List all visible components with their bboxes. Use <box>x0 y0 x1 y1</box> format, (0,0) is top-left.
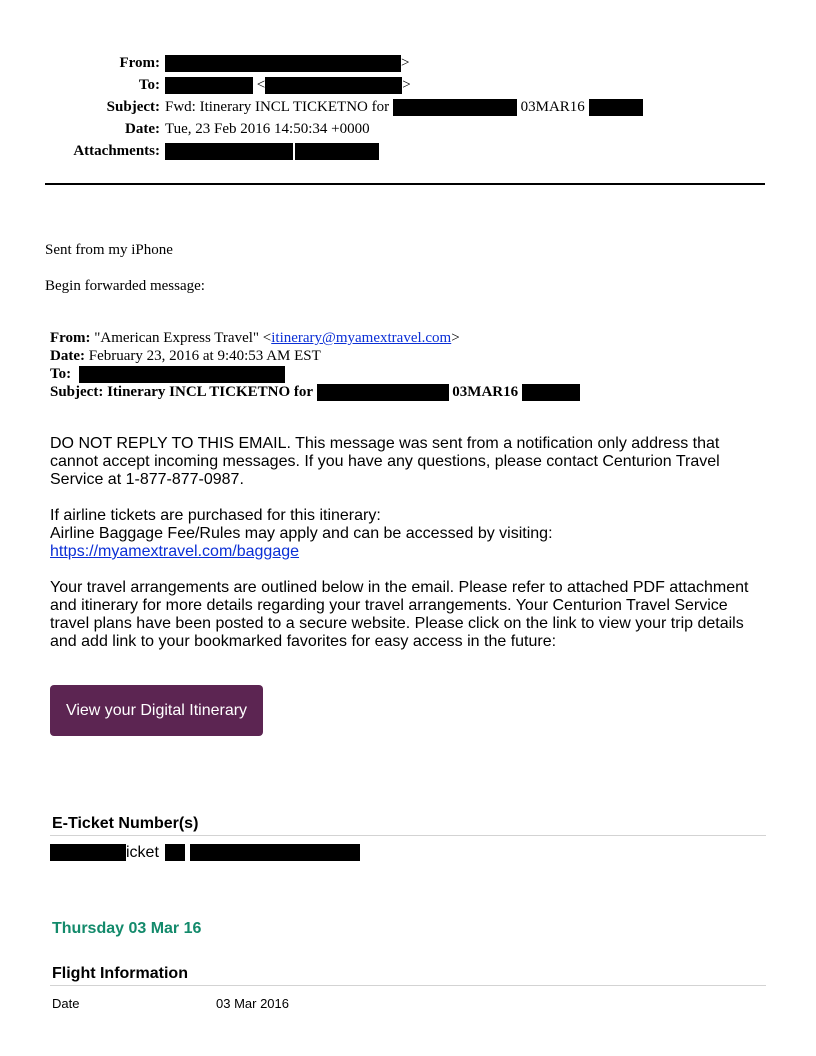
redaction <box>50 844 126 861</box>
fwd-from-row <box>50 329 460 347</box>
notice-line: Service at 1-877-877-0987. <box>50 471 244 488</box>
fwd-to-row <box>50 365 285 383</box>
notice-line: cannot accept incoming messages. If you have any questions, please contact Centurion Travel <box>50 453 720 470</box>
subject-label: Subject: <box>106 99 160 115</box>
arrangements-line: and itinerary for more details regarding your travel arrangements. Your Centurion Travel Service <box>50 597 728 614</box>
eticket-row <box>50 844 360 862</box>
flight-info-title: Flight Information <box>52 965 188 982</box>
flight-info-divider <box>50 985 766 986</box>
to-value: < > <box>165 76 411 94</box>
redaction <box>165 844 185 861</box>
begin-forwarded-text: Begin forwarded message: <box>45 278 205 294</box>
baggage-line: If airline tickets are purchased for this itinerary: <box>50 507 381 524</box>
eticket-divider <box>50 835 766 836</box>
attachments-label: Attachments: <box>73 143 160 159</box>
fwd-from-suffix: > <box>451 330 460 346</box>
notice-paragraph <box>50 435 770 489</box>
flight-date-label: Date <box>52 996 80 1011</box>
flight-date-value: 03 Mar 2016 <box>216 996 289 1011</box>
fwd-date-value: February 23, 2016 at 9:40:53 AM EST <box>88 348 321 364</box>
fwd-from-email-link[interactable]: itinerary@myamextravel.com <box>271 330 452 346</box>
notice-line: DO NOT REPLY TO THIS EMAIL. This message was sent from a notification only address that <box>50 435 720 452</box>
redaction <box>317 384 449 401</box>
redaction <box>589 99 643 116</box>
fwd-date-label: Date: <box>50 348 85 364</box>
fwd-subject-date: 03MAR16 <box>452 384 519 400</box>
fwd-subject-label: Subject: <box>50 384 104 400</box>
redaction <box>265 77 402 94</box>
sent-from-text: Sent from my iPhone <box>45 242 173 258</box>
baggage-line: Airline Baggage Fee/Rules may apply and can be accessed by visiting: <box>50 525 553 542</box>
fwd-from-label: From: <box>50 330 91 346</box>
eticket-title: E-Ticket Number(s) <box>52 815 199 832</box>
day-heading: Thursday 03 Mar 16 <box>52 920 202 937</box>
eticket-fragment: icket <box>126 844 159 861</box>
redaction <box>79 366 285 383</box>
attachments-value[interactable] <box>165 142 379 160</box>
view-digital-itinerary-button[interactable]: View your Digital Itinerary <box>50 685 263 736</box>
date-value: Tue, 23 Feb 2016 14:50:34 +0000 <box>165 121 370 137</box>
fwd-subject-row <box>50 383 580 401</box>
redaction <box>190 844 360 861</box>
fwd-from-name: "American Express Travel" < <box>94 330 272 346</box>
date-label: Date: <box>125 121 160 137</box>
redaction <box>165 55 401 72</box>
subject-date: 03MAR16 <box>520 99 585 115</box>
redaction <box>165 143 293 160</box>
redaction <box>393 99 517 116</box>
arrangements-paragraph <box>50 579 770 651</box>
arrangements-line: travel plans have been posted to a secure website. Please click on the link to view your trip details <box>50 615 744 632</box>
arrangements-line: and add link to your bookmarked favorites for easy access in the future: <box>50 633 557 650</box>
redaction <box>295 143 379 160</box>
from-label: From: <box>119 55 160 71</box>
redaction <box>165 77 253 94</box>
fwd-date-row <box>50 347 321 365</box>
to-label: To: <box>138 77 160 93</box>
subject-text: Fwd: Itinerary INCL TICKETNO for <box>165 99 390 115</box>
fwd-subject-value: Itinerary INCL TICKETNO for <box>107 384 313 400</box>
baggage-paragraph <box>50 507 770 561</box>
arrangements-line: Your travel arrangements are outlined below in the email. Please refer to attached PDF attachment <box>50 579 749 596</box>
from-value: > <box>165 54 409 72</box>
baggage-link[interactable]: https://myamextravel.com/baggage <box>50 543 300 560</box>
header-divider <box>45 183 765 185</box>
fwd-to-label: To: <box>50 366 72 382</box>
redaction <box>522 384 580 401</box>
subject-value <box>165 98 643 116</box>
